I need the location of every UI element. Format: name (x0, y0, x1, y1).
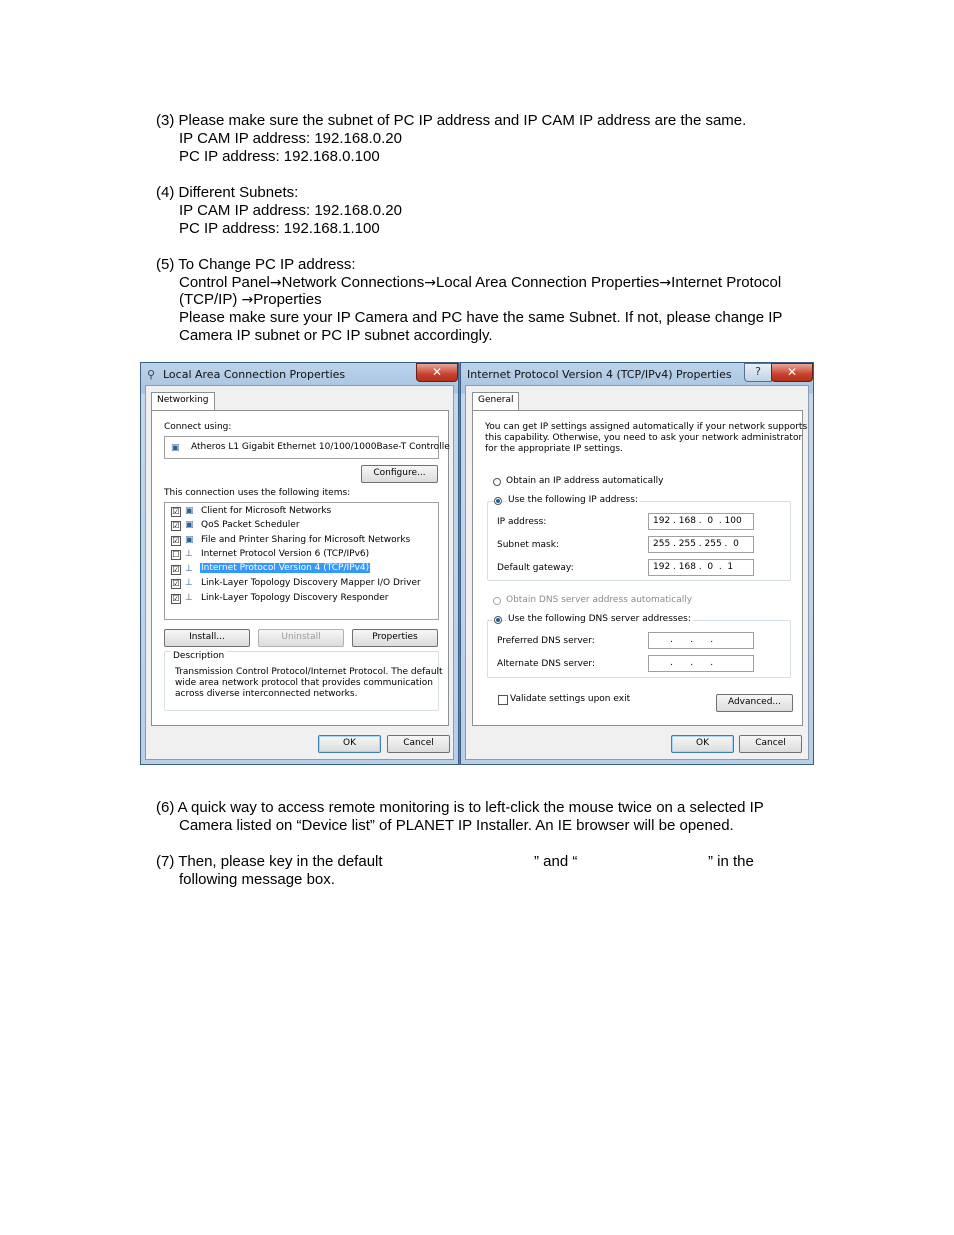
step5-note2: Camera IP subnet or PC IP subnet accordingly. (179, 327, 493, 344)
description-line2: wide area network protocol that provides communication (175, 678, 433, 688)
preferred-dns-input[interactable]: . . . (648, 632, 754, 649)
arrow-icon: → (659, 275, 672, 291)
item-checkbox[interactable]: ☑ (172, 594, 180, 603)
gateway-label: Default gateway: (497, 563, 574, 573)
properties-button[interactable]: Properties (352, 629, 438, 647)
list-item[interactable]: Internet Protocol Version 6 (TCP/IPv6) (201, 549, 370, 559)
description-line3: across diverse interconnected networks. (175, 689, 358, 699)
lan-dialog-body (145, 385, 454, 760)
protocol-icon: ⊥ (185, 593, 193, 603)
description-label: Description (173, 651, 225, 661)
protocol-icon: ⊥ (185, 549, 193, 559)
step6-line1: (6) A quick way to access remote monitoring is to left-click the mouse twice on a selected IP (156, 799, 764, 816)
path-internet-protocol: Internet Protocol (671, 274, 782, 291)
tab-general[interactable]: General (472, 392, 519, 411)
step7-part1: (7) Then, please key in the default (156, 853, 383, 870)
path-lan-properties: Local Area Connection Properties (435, 274, 660, 291)
lan-properties-dialog (140, 362, 459, 765)
ip-address-input[interactable]: 192 . 168 . 0 . 100 (648, 513, 754, 530)
items-list (164, 502, 439, 620)
use-following-dns-radio[interactable] (494, 616, 502, 624)
list-item[interactable]: Client for Microsoft Networks (201, 506, 332, 516)
intro-line2: this capability. Otherwise, you need to ask your network administrator (485, 433, 803, 443)
qos-icon: ▣ (185, 520, 194, 530)
uninstall-button[interactable]: Uninstall (258, 629, 344, 647)
adapter-icon: ▣ (171, 443, 180, 453)
items-label: This connection uses the following items: (164, 488, 351, 498)
cancel-button[interactable]: Cancel (387, 735, 450, 753)
use-following-ip-label: Use the following IP address: (508, 495, 638, 505)
validate-checkbox[interactable] (498, 695, 508, 705)
arrow-icon: → (269, 275, 282, 291)
ok-button[interactable]: OK (318, 735, 381, 753)
tab-networking[interactable]: Networking (151, 392, 215, 411)
obtain-ip-auto-label: Obtain an IP address automatically (506, 476, 664, 486)
item-checkbox[interactable]: ☑ (172, 521, 180, 530)
configure-button[interactable]: Configure... (361, 465, 438, 483)
network-icon: ⚲ (147, 369, 156, 381)
list-item[interactable]: Link-Layer Topology Discovery Responder (201, 593, 389, 603)
adapter-name: Atheros L1 Gigabit Ethernet 10/100/1000Base-T Controlle (191, 442, 450, 452)
list-item[interactable]: QoS Packet Scheduler (201, 520, 300, 530)
ok-button[interactable]: OK (671, 735, 734, 753)
obtain-dns-auto-label: Obtain DNS server address automatically (506, 595, 693, 605)
validate-label: Validate settings upon exit (510, 694, 631, 704)
path-properties: Properties (253, 291, 322, 308)
step3-line1: (3) Please make sure the subnet of PC IP address and IP CAM IP address are the same. (156, 112, 747, 129)
step4-line3: PC IP address: 192.168.1.100 (179, 220, 380, 237)
path-control-panel: Control Panel (179, 274, 270, 291)
protocol-icon: ⊥ (185, 578, 193, 588)
step5-path (179, 274, 781, 292)
subnet-mask-label: Subnet mask: (497, 540, 559, 550)
adapter-field (164, 436, 450, 459)
ipv4-properties-dialog (460, 362, 814, 765)
item-checkbox[interactable]: ☑ (172, 507, 180, 516)
ip-address-label: IP address: (497, 517, 547, 527)
list-item[interactable]: File and Printer Sharing for Microsoft Networks (201, 535, 411, 545)
close-button[interactable]: ✕ (771, 363, 813, 382)
item-checkbox[interactable]: ☑ (172, 565, 180, 574)
help-button[interactable]: ? (744, 363, 772, 382)
step7-part3: ” in the (708, 853, 754, 870)
step4-line1: (4) Different Subnets: (156, 184, 299, 201)
description-line1: Transmission Control Protocol/Internet Protocol. The default (175, 667, 443, 677)
use-following-ip-radio[interactable] (494, 497, 502, 505)
install-button[interactable]: Install... (164, 629, 250, 647)
intro-line3: for the appropriate IP settings. (485, 444, 623, 454)
obtain-ip-auto-radio[interactable] (493, 478, 501, 486)
step7-line2: following message box. (179, 871, 335, 888)
path-tcpip: (TCP/IP) (179, 291, 242, 308)
intro-line1: You can get IP settings assigned automatically if your network supports (485, 422, 808, 432)
connect-using-label: Connect using: (164, 422, 232, 432)
item-checkbox[interactable]: ☐ (172, 550, 180, 559)
static-ip-group (487, 495, 791, 581)
arrow-icon: → (424, 275, 436, 291)
advanced-button[interactable]: Advanced... (716, 694, 793, 712)
description-group (164, 651, 443, 711)
step3-line3: PC IP address: 192.168.0.100 (179, 148, 380, 165)
step5-note1: Please make sure your IP Camera and PC have the same Subnet. If not, please change IP (179, 309, 783, 326)
protocol-icon: ⊥ (185, 564, 193, 574)
networking-page (151, 410, 449, 726)
step6-line2: Camera listed on “Device list” of PLANET IP Installer. An IE browser will be opened. (179, 817, 734, 834)
cancel-button[interactable]: Cancel (739, 735, 802, 753)
path-network-connections: Network Connections (281, 274, 425, 291)
ipv4-dialog-body (465, 385, 809, 760)
obtain-dns-auto-radio[interactable] (493, 597, 501, 605)
preferred-dns-label: Preferred DNS server: (497, 636, 595, 646)
alternate-dns-input[interactable]: . . . (648, 655, 754, 672)
step4-line2: IP CAM IP address: 192.168.0.20 (179, 202, 402, 219)
lan-dialog-title: Local Area Connection Properties (163, 368, 346, 381)
ipv4-dialog-title: Internet Protocol Version 4 (TCP/IPv4) Properties (467, 368, 732, 381)
dialogs-screenshot (140, 362, 814, 765)
close-button[interactable]: ✕ (416, 363, 458, 382)
step3-line2: IP CAM IP address: 192.168.0.20 (179, 130, 402, 147)
use-following-dns-label: Use the following DNS server addresses: (508, 614, 691, 624)
list-item-selected[interactable]: Internet Protocol Version 4 (TCP/IPv4) (201, 563, 370, 573)
arrow-icon: → (241, 292, 254, 308)
general-page (472, 410, 808, 726)
item-checkbox[interactable]: ☑ (172, 536, 180, 545)
item-checkbox[interactable]: ☑ (172, 579, 180, 588)
alternate-dns-label: Alternate DNS server: (497, 659, 596, 669)
subnet-mask-input[interactable]: 255 . 255 . 255 . 0 (648, 536, 754, 553)
step5-line1: (5) To Change PC IP address: (156, 256, 356, 273)
static-dns-group (487, 614, 791, 678)
file-sharing-icon: ▣ (185, 535, 194, 545)
list-item[interactable]: Link-Layer Topology Discovery Mapper I/O Driver (201, 578, 421, 588)
client-icon: ▣ (185, 506, 194, 516)
step5-path-cont (179, 291, 322, 309)
step7-part2: ” and “ (534, 853, 578, 870)
gateway-input[interactable]: 192 . 168 . 0 . 1 (648, 559, 754, 576)
